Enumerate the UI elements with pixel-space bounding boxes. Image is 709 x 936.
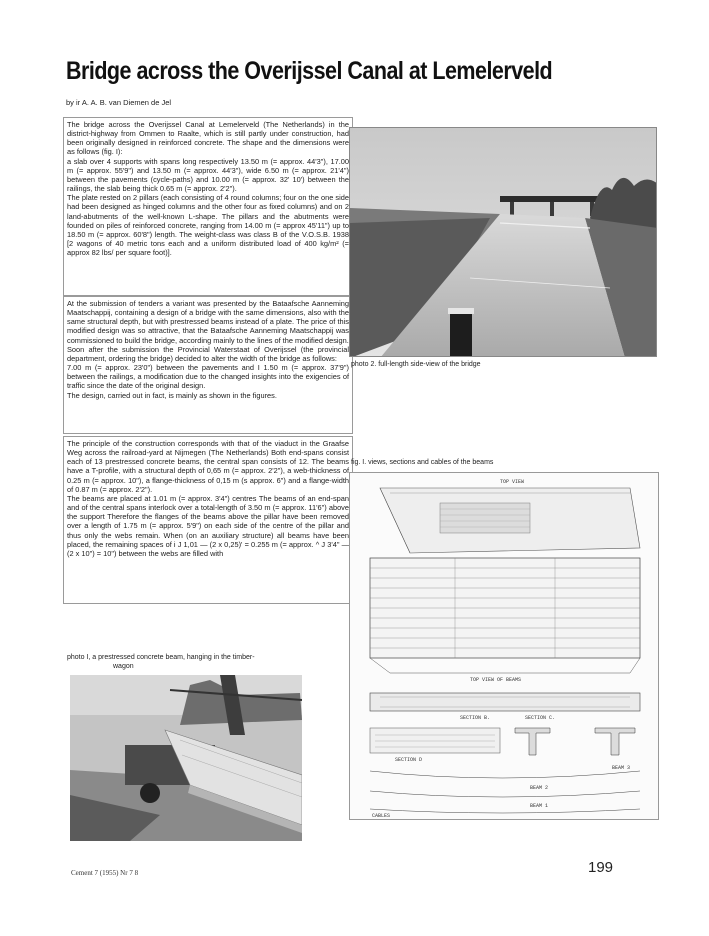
label-section-b: SECTION B. (460, 715, 491, 721)
photo1-caption-line2: wagon (113, 663, 134, 670)
paragraph: 7.00 m (= approx. 23'0") between the pavements and I 1.50 m (= approx. 37'9") between the railings, a modification due to the changed insights into the exigencies of traffic since the date of the original design. (67, 363, 349, 391)
paragraph: The beams are placed at 1.01 m (= approx. 3'4") centres The beams of an end-span and of the central spans interlock over a total-length of 3.50 m (= approx. 11'6") above the support Therefore the flanges of the beams above the pillar have been removed over a length of 1.75 m (= approx. 5'9") on each side of the centre of the pillar and thus only the webs remain. When (on an auxiliary structure) all beams have been placed, the remaining spaces of i J 1,01 — (2 x 0,25)' = 0.255 m (= approx. ^ J 3'4" — (2 x 10") = 10") between the webs are filled with (67, 493, 349, 558)
label-beam-1: BEAM 1 (530, 803, 549, 809)
text-block-variant-design (63, 296, 353, 434)
label-beam-2: BEAM 2 (530, 785, 549, 791)
text-block-construction-principle (63, 436, 353, 604)
article-title: Bridge across the Overijssel Canal at Lemelerveld (66, 57, 553, 85)
beam-drawings-figure (349, 472, 659, 820)
label-cables: CABLES (372, 813, 391, 819)
label-top-view-beams: TOP VIEW OF BEAMS (470, 677, 522, 683)
paragraph: The principle of the construction corresponds with that of the viaduct in the Graafse Weg across the railroad-yard at Nijmegen (The Netherlands) Both end-spans consist each of 13 prestressed concrete beams, the central span consists of 12. The beams have a T-profile, with a structural depth of 0,65 m (= approx. 2'2"), a web-thickness of 0.25 m (= approx. 10"), a flange-thickness of 0,15 m (s approx. 6") and a flange-width of 0.87 m (= approx. 2'2"). (67, 439, 349, 494)
label-beam-3: BEAM 3 (612, 765, 631, 771)
photo2-caption: photo 2. full-length side-view of the bridge (351, 361, 481, 368)
beam-on-wagon-photo (70, 675, 302, 841)
paragraph: The design, carried out in fact, is mainly as shown in the figures. (67, 390, 277, 400)
text-block-original-design (63, 117, 353, 296)
photo1-caption-line1: photo I, a prestressed concrete beam, hanging in the timber- (67, 654, 255, 661)
paragraph: At the submission of tenders a variant was presented by the Bataafsche Aanneming Maatschappij, containing a design of a bridge with the same dimensions, also with the same structural depth, but with prestressed beams instead of a plate. The price of this modified design was so attractive, that the Bataafsche Aanneming Maatschappij was commissioned to build the bridge, according mainly to the lines of the modified design. (67, 299, 349, 345)
paragraph: The bridge across the Overijssel Canal at Lemelerveld (The Netherlands) in the district-highway from Ommen to Raalte, which is still partly under construction, had been originally designed in reinforced concrete. The shape and the dimensions were as follows (fig. I): (67, 120, 349, 157)
author-byline: by ir A. A. B. van Diemen de Jel (66, 98, 172, 107)
journal-reference: Cement 7 (1955) Nr 7 8 (71, 869, 139, 877)
page-number: 199 (588, 859, 614, 876)
bridge-side-view-photo (349, 127, 657, 357)
fig1-caption: fig. I. views, sections and cables of the beams (351, 459, 494, 466)
label-top-view: TOP VIEW (500, 479, 525, 485)
paragraph: The plate rested on 2 pillars (each consisting of 4 round columns; four on the one side had been designed as hinged columns and the other four as fixed columns) and on 2 land-abutments of the well-known L-shape. The pillars and the abutments were founded on piles of reinforced concrete, ranging from 14.00 m (= approx 45'11") up to 18.50 m (= approx. 60'8") length. The weight-class was class B of the V.O.S.B. 1938 [2 wagons of 40 metric tons each and a uniform distributed load of 400 kg/m² (= approx 82 lbs/ per square foot)]. (67, 193, 349, 258)
label-section-d: SECTION D (395, 757, 423, 763)
label-section-c: SECTION C. (525, 715, 556, 721)
paragraph: a slab over 4 supports with spans long respectively 13.50 m (= approx. 44'3"), 17.00 m (= approx. 55'9") and 13.50 m (= approx. 44'3"), wide 6.50 m (= approx. 21'4") between the pavements (cycle-paths) and 10.00 m (= approx. 32' 10') between the railings, the slab being thick 0.65 m (= approx. 2'2"). (67, 156, 349, 194)
paragraph: Soon after the submission the Provincial Waterstaat of Overijssel (the provincial department, ordering the bridge) decided to alter the width of the bridge as follows: (67, 344, 349, 363)
